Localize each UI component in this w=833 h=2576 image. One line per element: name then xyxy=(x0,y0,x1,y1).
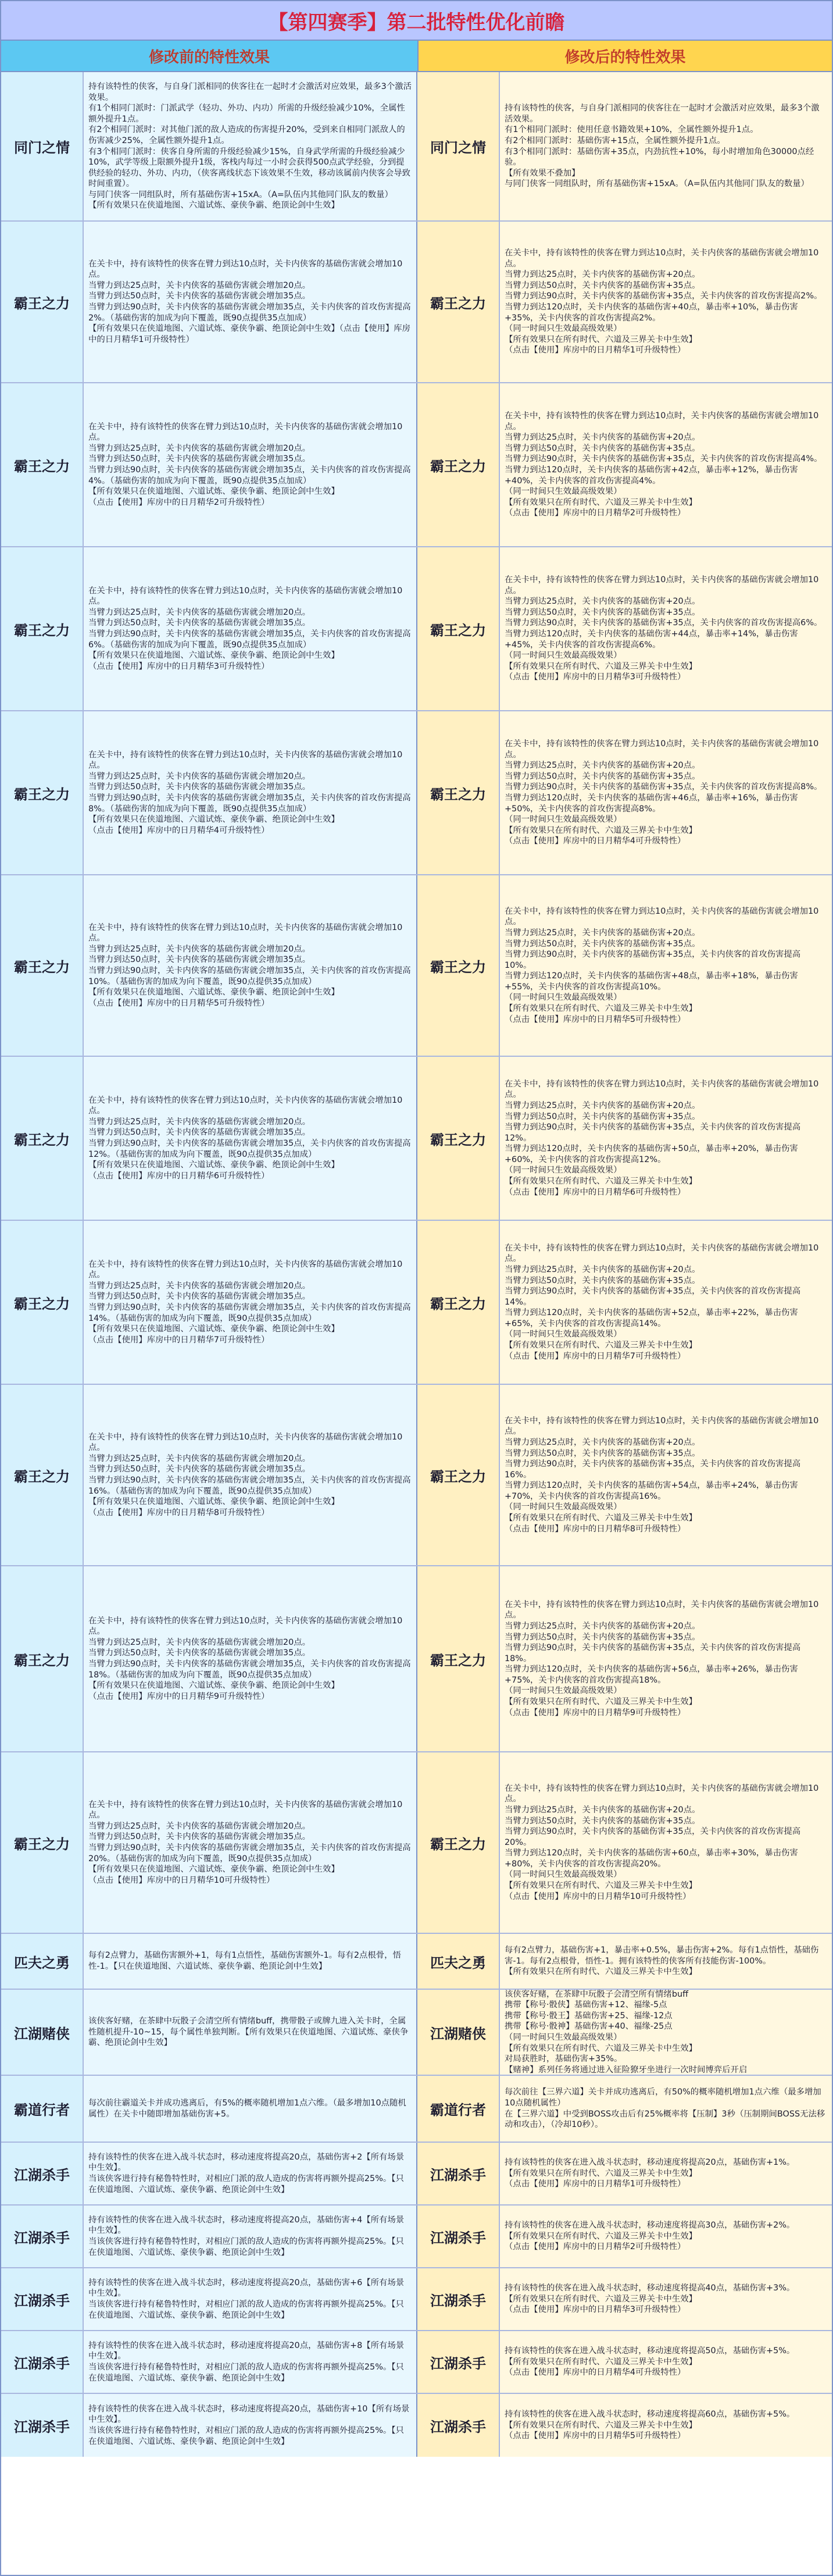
effect-after xyxy=(500,2331,832,2393)
effect-line: 与同门侠客一同组队时，所有基础伤害+15xA。（A=队伍内其他同门队友的数量） xyxy=(505,179,809,189)
trait-name-before: 霸王之力 xyxy=(1,711,84,874)
trait-name-after: 霸王之力 xyxy=(417,1221,500,1384)
effect-line: （点击【使用】库房中的日月精华10可升级特性） xyxy=(505,1891,691,1901)
effect-line: 当臂力到达50点时，关卡内侠客的基础伤害+35点。 xyxy=(505,280,700,290)
effect-line: 【所有效果只在侠道地图、六道试炼、豪侠争霸、绝顶论剑中生效】 xyxy=(88,815,339,825)
effect-line: 当臂力到达90点时，关卡内侠客的基础伤害就会增加35点，关卡内侠客的首攻伤害提高8%。（基础伤害的加成为向下覆盖，既90点提供35点加成） xyxy=(88,793,411,814)
effect-line: 【所有效果只在所有时代、六道及三界关卡中生效】 xyxy=(505,497,697,507)
trait-name-after: 霸王之力 xyxy=(417,547,500,710)
effect-line: 当该侠客进行持有秘鲁特性时，对相应门派的敌人造成的伤害将再额外提高25%。【只在侠道地图、六道试炼、豪侠争霸、绝顶论剑中生效】 xyxy=(88,2174,404,2194)
effect-line: 每次前往【三界六道】关卡并成功逃离后，有50%的概率随机增加1点六维（最多增加10点随机属性） xyxy=(505,2087,821,2108)
trait-name-before: 霸王之力 xyxy=(1,383,84,546)
effect-before xyxy=(84,1990,417,2075)
effect-line: 在关卡中，持有该特性的侠客在臂力到达10点时，关卡内侠客的基础伤害就会增加10点。 xyxy=(88,1432,403,1453)
effect-before xyxy=(84,1385,417,1565)
effect-line: （点击【使用】库房中的日月精华4可升级特性） xyxy=(505,2368,686,2378)
effect-line: 当臂力到达25点时，关卡内侠客的基础伤害就会增加20点。 xyxy=(88,944,310,954)
effect-line: 当臂力到达50点时，关卡内侠客的基础伤害+35点。 xyxy=(505,607,700,617)
effect-after xyxy=(500,1221,832,1384)
effect-line: 当该侠客进行持有秘鲁特性时，对相应门派的敌人造成的伤害将再额外提高25%。【只在侠道地图、六道试炼、豪侠争霸、绝顶论剑中生效】 xyxy=(88,2426,404,2446)
trait-name-before: 霸王之力 xyxy=(1,1566,84,1751)
effect-line: （点击【使用】库房中的日月精华8可升级特性） xyxy=(505,1524,686,1534)
effect-line: 当臂力到达90点时，关卡内侠客的基础伤害就会增加35点，关卡内侠客的首攻伤害提高16%。（基础伤害的加成为向下覆盖，既90点提供35点加成） xyxy=(88,1476,411,1496)
table-row xyxy=(1,222,832,383)
table-row xyxy=(1,1057,832,1221)
trait-name-after: 霸道行者 xyxy=(417,2076,500,2142)
effect-line: 当臂力到达50点时，关卡内侠客的基础伤害就会增加35点。 xyxy=(88,1128,310,1138)
effect-before xyxy=(84,2394,417,2457)
effect-line: 当臂力到达90点时，关卡内侠客的基础伤害+35点，关卡内侠客的首攻伤害提高20%。 xyxy=(505,1827,801,1847)
effect-line: 持有该特性的侠客在进入战斗状态时，移动速度将提高20点，基础伤害+6【所有场景中生效】。 xyxy=(88,2278,405,2299)
effect-line: 当臂力到达120点时，关卡内侠客的基础伤害+60点，暴击率+30%，暴击伤害+80%，关卡内侠客的首攻伤害提高20%。 xyxy=(505,1848,798,1869)
effect-line: 当该侠客进行持有秘鲁特性时，对相应门派的敌人造成的伤害将再额外提高25%。【只在侠道地图、六道试炼、豪侠争霸、绝顶论剑中生效】 xyxy=(88,2300,404,2320)
effect-after xyxy=(500,1934,832,1989)
effect-line: 当臂力到达25点时，关卡内侠客的基础伤害+20点。 xyxy=(505,1264,700,1274)
effect-line: 当臂力到达25点时，关卡内侠客的基础伤害就会增加20点。 xyxy=(88,771,310,781)
effect-line: 当臂力到达50点时，关卡内侠客的基础伤害+35点。 xyxy=(505,1111,700,1121)
effect-line: 当臂力到达90点时，关卡内侠客的基础伤害+35点，关卡内侠客的首攻伤害提高16%。 xyxy=(505,1459,801,1480)
table-row xyxy=(1,72,832,222)
effect-line: 当臂力到达120点时，关卡内侠客的基础伤害+40点，暴击率+10%，暴击伤害+35%，关卡内侠客的首攻伤害提高2%。 xyxy=(505,302,798,323)
effect-line: 携带【称号·骰侠】基础伤害+12、福缘-5点 xyxy=(505,2000,667,2010)
table-row xyxy=(1,1566,832,1752)
effect-line: 该侠客好赌，在茶肆中玩骰子会清空所有情绪buff xyxy=(505,1990,688,1999)
effect-before xyxy=(84,2076,417,2142)
page-title: 【第四赛季】第二批特性优化前瞻 xyxy=(1,1,832,41)
effect-line: 当臂力到达120点时，关卡内侠客的基础伤害+56点，暴击率+26%，暴击伤害+75%，关卡内侠客的首攻伤害提高18%。 xyxy=(505,1665,798,1685)
effect-line: 当臂力到达90点时，关卡内侠客的基础伤害就会增加35点，关卡内侠客的首攻伤害提高4%。（基础伤害的加成为向下覆盖，既90点提供35点加成） xyxy=(88,465,411,486)
effect-line: 当臂力到达25点时，关卡内侠客的基础伤害+20点。 xyxy=(505,597,700,607)
effect-line: 持有该特性的侠客在进入战斗状态时，移动速度将提高60点，基础伤害+5%。 xyxy=(505,2410,795,2420)
effect-line: 当臂力到达50点时，关卡内侠客的基础伤害就会增加35点。 xyxy=(88,1832,310,1842)
effect-line: 【所有效果只在所有时代、六道及三界关卡中生效】 xyxy=(505,1004,697,1014)
trait-name-before: 江湖杀手 xyxy=(1,2331,84,2393)
effect-line: 当臂力到达90点时，关卡内侠客的基础伤害+35点，关卡内侠客的首攻伤害提高2%。 xyxy=(505,291,823,301)
effect-before xyxy=(84,2331,417,2393)
effect-line: 【所有效果只在所有时代、六道及三界关卡中生效】 xyxy=(505,1513,697,1523)
effect-after xyxy=(500,2206,832,2267)
effect-after xyxy=(500,2076,832,2142)
effect-line: 持有该特性的侠客在进入战斗状态时，移动速度将提高20点，基础伤害+1%。 xyxy=(505,2158,795,2168)
effect-line: 持有该特性的侠客在进入战斗状态时，移动速度将提高50点，基础伤害+5%。 xyxy=(505,2346,795,2356)
effect-line: 当臂力到达25点时，关卡内侠客的基础伤害就会增加20点。 xyxy=(88,280,310,290)
effect-line: 【所有效果只在侠道地图、六道试炼、豪侠争霸、绝顶论剑中生效】 xyxy=(88,1497,339,1507)
effect-line: 当该侠客进行持有秘鲁特性时，对相应门派的敌人造成的伤害将再额外提高25%。【只在侠道地图、六道试炼、豪侠争霸、绝顶论剑中生效】 xyxy=(88,2237,404,2257)
effect-line: 每有2点臂力，基础伤害+1，暴击率+0.5%，暴击伤害+2%。每有1点悟性，基础伤害-1。每有2点根骨，悟性-1。拥有该特性的侠客所有技能伤害-100%。 xyxy=(505,1946,819,1966)
effect-before xyxy=(84,222,417,382)
effect-line: 当臂力到达90点时，关卡内侠客的基础伤害+35点，关卡内侠客的首攻伤害提高14%。 xyxy=(505,1287,801,1307)
table-row xyxy=(1,1221,832,1385)
effect-line: 在关卡中，持有该特性的侠客在臂力到达10点时，关卡内侠客的基础伤害就会增加10点。 xyxy=(505,1243,819,1264)
trait-name-before: 霸王之力 xyxy=(1,1752,84,1933)
effect-line: （点击【使用】库房中的日月精华7可升级特性） xyxy=(88,1335,270,1345)
effect-line: 当臂力到达50点时，关卡内侠客的基础伤害+35点。 xyxy=(505,771,700,781)
effect-line: 当臂力到达90点时，关卡内侠客的基础伤害+35点，关卡内侠客的首攻伤害提高12%。 xyxy=(505,1123,801,1143)
effect-line: 在关卡中，持有该特性的侠客在臂力到达10点时，关卡内侠客的基础伤害就会增加10点。 xyxy=(88,750,403,771)
effect-line: （点击【使用】库房中的日月精华6可升级特性） xyxy=(505,1187,686,1197)
effect-after xyxy=(500,1385,832,1565)
effect-line: 当臂力到达90点时，关卡内侠客的基础伤害+35点，关卡内侠客的首攻伤害提高8%。 xyxy=(505,782,823,792)
effect-after xyxy=(500,2143,832,2204)
effect-line: 在关卡中，持有该特性的侠客在臂力到达10点时，关卡内侠客的基础伤害就会增加10点。 xyxy=(505,739,819,760)
effect-line: 当臂力到达25点时，关卡内侠客的基础伤害就会增加20点。 xyxy=(88,1117,310,1127)
effect-line: （点击【使用】库房中的日月精华3可升级特性） xyxy=(505,2305,686,2315)
effect-line: 当臂力到达25点时，关卡内侠客的基础伤害+20点。 xyxy=(505,1100,700,1110)
effect-before xyxy=(84,875,417,1056)
effect-line: 当臂力到达25点时，关卡内侠客的基础伤害就会增加20点。 xyxy=(88,1821,310,1831)
trait-name-before: 江湖杀手 xyxy=(1,2394,84,2457)
trait-name-after: 江湖杀手 xyxy=(417,2206,500,2267)
effect-line: 【所有效果只在侠道地图、六道试炼、豪侠争霸、绝顶论剑中生效】 xyxy=(88,487,339,497)
table-row xyxy=(1,1752,832,1934)
effect-line: （同一时间只生效最高级效果） xyxy=(505,1686,622,1696)
effect-line: 当臂力到达120点时，关卡内侠客的基础伤害+48点，暴击率+18%，暴击伤害+55%，关卡内侠客的首攻伤害提高10%。 xyxy=(505,971,798,992)
effect-line: 当臂力到达25点时，关卡内侠客的基础伤害+20点。 xyxy=(505,270,700,280)
effect-line: 【所有效果只在所有时代、六道及三界关卡中生效】 xyxy=(505,1177,697,1187)
effect-before xyxy=(84,2143,417,2204)
trait-name-after: 江湖杀手 xyxy=(417,2394,500,2457)
effect-line: 持有该特性的侠客在进入战斗状态时，移动速度将提高20点，基础伤害+2【所有场景中生效】。 xyxy=(88,2152,405,2173)
table-row xyxy=(1,2394,832,2457)
effect-line: （同一时间只生效最高级效果） xyxy=(505,1870,622,1880)
effect-line: （同一时间只生效最高级效果） xyxy=(505,324,622,334)
effect-line: 持有该特性的侠客在进入战斗状态时，移动速度将提高20点，基础伤害+8【所有场景中生效】。 xyxy=(88,2340,405,2361)
effect-line: 当臂力到达50点时，关卡内侠客的基础伤害就会增加35点。 xyxy=(88,291,310,301)
effect-before xyxy=(84,1752,417,1933)
effect-line: 【所有效果只在侠道地图、六道试炼、豪侠争霸、绝顶论剑中生效】 xyxy=(88,1160,339,1170)
effect-line: 【所有效果只在所有时代、六道及三界关卡中生效】 xyxy=(505,334,697,344)
effect-line: 在关卡中，持有该特性的侠客在臂力到达10点时，关卡内侠客的基础伤害就会增加10点。 xyxy=(88,1095,403,1116)
effect-line: 【所有效果只在侠道地图、六道试炼、豪侠争霸、绝顶论剑中生效】（点击【使用】库房中的日月精华1可升级特性） xyxy=(88,324,411,344)
table-body xyxy=(1,72,832,2575)
trait-name-after: 霸王之力 xyxy=(417,1057,500,1220)
effect-line: 【所有效果只在所有时代、六道及三界关卡中生效】 xyxy=(505,1881,697,1891)
effect-line: 当臂力到达90点时，关卡内侠客的基础伤害就会增加35点，关卡内侠客的首攻伤害提高20%。（基础伤害的加成为向下覆盖，既90点提供35点加成） xyxy=(88,1843,411,1864)
trait-name-before: 霸王之力 xyxy=(1,1385,84,1565)
trait-name-before: 霸王之力 xyxy=(1,1057,84,1220)
effect-line: 当臂力到达90点时，关卡内侠客的基础伤害就会增加35点，关卡内侠客的首攻伤害提高6%。（基础伤害的加成为向下覆盖，既90点提供35点加成） xyxy=(88,629,411,650)
effect-line: 【所有效果只在所有时代、六道及三界关卡中生效】 xyxy=(505,1341,697,1351)
trait-name-before: 江湖赌侠 xyxy=(1,1990,84,2075)
effect-line: （同一时间只生效最高级效果） xyxy=(505,651,622,661)
effect-line: 在关卡中，持有该特性的侠客在臂力到达10点时，关卡内侠客的基础伤害就会增加10点。 xyxy=(88,1800,403,1820)
effect-line: 当臂力到达50点时，关卡内侠客的基础伤害+35点。 xyxy=(505,1448,700,1458)
effect-line: 当臂力到达90点时，关卡内侠客的基础伤害就会增加35点，关卡内侠客的首攻伤害提高10%。（基础伤害的加成为向下覆盖，既90点提供35点加成） xyxy=(88,966,411,986)
effect-line: 持有该特性的侠客，与自身门派相同的侠客往在一起时才会激活对应效果，最多3个激活效果。 xyxy=(505,104,820,124)
effect-line: （点击【使用】库房中的日月精华2可升级特性） xyxy=(505,2242,686,2252)
effect-line: 当该侠客进行持有秘鲁特性时，对相应门派的敌人造成的伤害将再额外提高25%。【只在侠道地图、六道试炼、豪侠争霸、绝顶论剑中生效】 xyxy=(88,2363,404,2383)
trait-name-after: 霸王之力 xyxy=(417,875,500,1056)
effect-line: （点击【使用】库房中的日月精华5可升级特性） xyxy=(505,2431,686,2441)
effect-before xyxy=(84,547,417,710)
trait-name-after: 同门之情 xyxy=(417,72,500,220)
effect-line: 当臂力到达50点时，关卡内侠客的基础伤害就会增加35点。 xyxy=(88,1465,310,1474)
effect-line: 在关卡中，持有该特性的侠客在臂力到达10点时，关卡内侠客的基础伤害就会增加10点。 xyxy=(88,586,403,607)
effect-line: （同一时间只生效最高级效果） xyxy=(505,2033,622,2042)
effect-line: 当臂力到达25点时，关卡内侠客的基础伤害+20点。 xyxy=(505,1805,700,1815)
effect-line: 持有该特性的侠客在进入战斗状态时，移动速度将提高40点，基础伤害+3%。 xyxy=(505,2283,795,2293)
table-row xyxy=(1,2206,832,2268)
effect-line: 当臂力到达120点时，关卡内侠客的基础伤害+52点，暴击率+22%，暴击伤害+65%，关卡内侠客的首攻伤害提高14%。 xyxy=(505,1308,798,1328)
effect-line: 有1个相同门派时：门派武学（轻功、外功、内功）所需的升级经验减少10%，全属性额外提升1点。 xyxy=(88,104,405,124)
effect-line: 在关卡中，持有该特性的侠客在臂力到达10点时，关卡内侠客的基础伤害就会增加10点。 xyxy=(505,1783,819,1804)
effect-line: 当臂力到达25点时，关卡内侠客的基础伤害+20点。 xyxy=(505,761,700,771)
effect-line: 【所有效果只在所有时代、六道及三界关卡中生效】 xyxy=(505,2294,697,2304)
effect-after xyxy=(500,875,832,1056)
effect-line: 在关卡中，持有该特性的侠客在臂力到达10点时，关卡内侠客的基础伤害就会增加10点。 xyxy=(88,1259,403,1280)
effect-line: 【所有效果只在所有时代、六道及三界关卡中生效】 xyxy=(505,2168,697,2178)
trait-name-after: 霸王之力 xyxy=(417,1385,500,1565)
effect-line: 当臂力到达25点时，关卡内侠客的基础伤害就会增加20点。 xyxy=(88,1453,310,1463)
effect-line: 【所有效果只在所有时代、六道及三界关卡中生效】 xyxy=(505,1967,697,1977)
effect-line: 持有该特性的侠客，与自身门派相同的侠客往在一起时才会激活对应效果，最多3个激活效果。 xyxy=(88,81,412,102)
table-row xyxy=(1,2331,832,2394)
effect-before xyxy=(84,2268,417,2330)
effect-line: （点击【使用】库房中的日月精华5可升级特性） xyxy=(505,1014,686,1024)
effect-line: 【赌神】系列任务将通过进入征险獠牙坐进行一次时间博弈后开启 xyxy=(505,2065,748,2075)
effect-line: 当臂力到达50点时，关卡内侠客的基础伤害就会增加35点。 xyxy=(88,955,310,965)
trait-name-before: 江湖杀手 xyxy=(1,2206,84,2267)
effect-line: （同一时间只生效最高级效果） xyxy=(505,1502,622,1512)
effect-line: （同一时间只生效最高级效果） xyxy=(505,1330,622,1339)
effect-line: 【所有效果只在所有时代、六道及三界关卡中生效】 xyxy=(505,825,697,835)
table-row xyxy=(1,875,832,1057)
effect-line: （点击【使用】库房中的日月精华10可升级特性） xyxy=(88,1875,275,1885)
effect-line: 持有该特性的侠客在进入战斗状态时，移动速度将提高20点，基础伤害+10【所有场景中生效】。 xyxy=(88,2404,410,2425)
effect-line: 当臂力到达120点时，关卡内侠客的基础伤害+42点，暴击率+12%，暴击伤害+40%，关卡内侠客的首攻伤害提高4%。 xyxy=(505,465,798,486)
trait-name-after: 匹夫之勇 xyxy=(417,1934,500,1989)
trait-name-before: 江湖杀手 xyxy=(1,2143,84,2204)
effect-line: 在关卡中，持有该特性的侠客在臂力到达10点时，关卡内侠客的基础伤害就会增加10点。 xyxy=(88,922,403,943)
effect-line: （同一时间只生效最高级效果） xyxy=(505,1166,622,1175)
effect-line: 当臂力到达25点时，关卡内侠客的基础伤害就会增加20点。 xyxy=(88,443,310,453)
effect-line: 【所有效果只在侠道地图、六道试炼、豪侠争霸、绝顶论剑中生效】 xyxy=(88,201,339,211)
effect-line: （点击【使用】库房中的日月精华9可升级特性） xyxy=(505,1708,686,1718)
effect-after xyxy=(500,1752,832,1933)
effect-line: 在关卡中，持有该特性的侠客在臂力到达10点时，关卡内侠客的基础伤害就会增加10点。 xyxy=(505,575,819,596)
effect-line: 有1个相同门派时：使用任意书籍效果+10%，全属性额外提升1点。 xyxy=(505,125,759,135)
table-row xyxy=(1,711,832,875)
effect-line: 【所有效果只在所有时代、六道及三界关卡中生效】 xyxy=(505,2420,697,2430)
effect-line: 在关卡中，持有该特性的侠客在臂力到达10点时，关卡内侠客的基础伤害就会增加10点。 xyxy=(88,259,403,280)
effect-line: 当臂力到达50点时，关卡内侠客的基础伤害+35点。 xyxy=(505,1816,700,1826)
trait-name-after: 江湖杀手 xyxy=(417,2268,500,2330)
effect-line: 当臂力到达50点时，关卡内侠客的基础伤害+35点。 xyxy=(505,939,700,949)
trait-name-before: 霸王之力 xyxy=(1,1221,84,1384)
trait-name-after: 霸王之力 xyxy=(417,1566,500,1751)
effect-line: 在关卡中，持有该特性的侠客在臂力到达10点时，关卡内侠客的基础伤害就会增加10点。 xyxy=(505,906,819,927)
effect-line: 当臂力到达50点时，关卡内侠客的基础伤害就会增加35点。 xyxy=(88,454,310,464)
header-before: 修改前的特性效果 xyxy=(1,41,419,71)
effect-line: 【所有效果不叠加】 xyxy=(505,168,580,178)
table-row xyxy=(1,2076,832,2143)
effect-line: 【所有效果只在所有时代、六道及三界关卡中生效】 xyxy=(505,2231,697,2241)
effect-line: （同一时间只生效最高级效果） xyxy=(505,993,622,1003)
effect-after xyxy=(500,383,832,546)
header-after: 修改后的特性效果 xyxy=(419,41,832,71)
effect-line: 【所有效果只在侠道地图、六道试炼、豪侠争霸、绝顶论剑中生效】 xyxy=(88,1681,339,1691)
effect-before xyxy=(84,1221,417,1384)
effect-line: 当臂力到达25点时，关卡内侠客的基础伤害就会增加20点。 xyxy=(88,607,310,617)
trait-name-before: 霸王之力 xyxy=(1,875,84,1056)
effect-line: 当臂力到达90点时，关卡内侠客的基础伤害就会增加35点，关卡内侠客的首攻伤害提高12%。（基础伤害的加成为向下覆盖，既90点提供35点加成） xyxy=(88,1139,411,1159)
effect-line: （点击【使用】库房中的日月精华2可升级特性） xyxy=(505,508,686,518)
trait-name-after: 江湖赌侠 xyxy=(417,1990,500,2075)
effect-line: 在关卡中，持有该特性的侠客在臂力到达10点时，关卡内侠客的基础伤害就会增加10点。 xyxy=(505,248,819,269)
effect-before xyxy=(84,1057,417,1220)
effect-after xyxy=(500,1566,832,1751)
effect-after xyxy=(500,2394,832,2457)
effect-line: 当臂力到达120点时，关卡内侠客的基础伤害+50点，暴击率+20%，暴击伤害+60%，关卡内侠客的首攻伤害提高12%。 xyxy=(505,1144,798,1164)
effect-line: 当臂力到达90点时，关卡内侠客的基础伤害+35点，关卡内侠客的首攻伤害提高4%。 xyxy=(505,454,823,464)
effect-line: （点击【使用】库房中的日月精华1可升级特性） xyxy=(505,2179,686,2189)
effect-after xyxy=(500,1057,832,1220)
effect-line: 当臂力到达90点时，关卡内侠客的基础伤害就会增加35点，关卡内侠客的首攻伤害提高2%。（基础伤害的加成为向下覆盖，既90点提供35点加成） xyxy=(88,302,411,323)
effect-line: 当臂力到达50点时，关卡内侠客的基础伤害+35点。 xyxy=(505,443,700,453)
effect-before xyxy=(84,383,417,546)
effect-line: 当臂力到达25点时，关卡内侠客的基础伤害就会增加20点。 xyxy=(88,1637,310,1647)
effect-line: 当臂力到达90点时，关卡内侠客的基础伤害+35点，关卡内侠客的首攻伤害提高6%。 xyxy=(505,618,823,628)
trait-name-before: 匹夫之勇 xyxy=(1,1934,84,1989)
effect-line: 持有该特性的侠客在进入战斗状态时，移动速度将提高30点，基础伤害+2%。 xyxy=(505,2221,795,2231)
effect-before xyxy=(84,72,417,220)
effect-line: 与同门侠客一同组队时，所有基础伤害+15xA。（A=队伍内其他同门队友的数量） xyxy=(88,190,393,199)
table-row xyxy=(1,1934,832,1990)
effect-line: 当臂力到达25点时，关卡内侠客的基础伤害+20点。 xyxy=(505,1621,700,1631)
table-row xyxy=(1,1990,832,2076)
effect-line: 在【三界六道】中受到BOSS攻击后有25%概率将【压制】3秒（压制期间BOSS无法移动和攻击），（冷却10秒）。 xyxy=(505,2109,825,2130)
table-row xyxy=(1,383,832,547)
effect-after xyxy=(500,2268,832,2330)
table-row xyxy=(1,2268,832,2331)
effect-line: 【所有效果只在侠道地图、六道试炼、豪侠争霸、绝顶论剑中生效】 xyxy=(88,1324,339,1334)
effect-line: 【所有效果只在所有时代、六道及三界关卡中生效】 xyxy=(505,1697,697,1707)
effect-line: 【所有效果只在所有时代、六道及三界关卡中生效】 xyxy=(505,2043,697,2053)
effect-line: （点击【使用】库房中的日月精华4可升级特性） xyxy=(88,825,270,835)
effect-after xyxy=(500,547,832,710)
effect-line: 【所有效果只在侠道地图、六道试炼、豪侠争霸、绝顶论剑中生效】 xyxy=(88,651,339,661)
table-row xyxy=(1,1385,832,1566)
effect-line: 在关卡中，持有该特性的侠客在臂力到达10点时，关卡内侠客的基础伤害就会增加10点。 xyxy=(88,1616,403,1637)
effect-line: （点击【使用】库房中的日月精华3可升级特性） xyxy=(505,672,686,682)
effect-line: 当臂力到达90点时，关卡内侠客的基础伤害就会增加35点，关卡内侠客的首攻伤害提高18%。（基础伤害的加成为向下覆盖，既90点提供35点加成） xyxy=(88,1659,411,1680)
effect-line: （点击【使用】库房中的日月精华1可升级特性） xyxy=(505,345,686,355)
effect-line: （点击【使用】库房中的日月精华6可升级特性） xyxy=(88,1171,270,1181)
effect-line: 当臂力到达90点时，关卡内侠客的基础伤害+35点，关卡内侠客的首攻伤害提高18%。 xyxy=(505,1643,801,1663)
effect-line: （点击【使用】库房中的日月精华3可升级特性） xyxy=(88,661,270,671)
effect-before xyxy=(84,1566,417,1751)
trait-name-before: 同门之情 xyxy=(1,72,84,220)
trait-name-after: 霸王之力 xyxy=(417,711,500,874)
effect-line: 持有该特性的侠客在进入战斗状态时，移动速度将提高20点，基础伤害+4【所有场景中生效】。 xyxy=(88,2215,405,2236)
effect-line: 当臂力到达50点时，关卡内侠客的基础伤害+35点。 xyxy=(505,1632,700,1642)
effect-line: 在关卡中，持有该特性的侠客在臂力到达10点时，关卡内侠客的基础伤害就会增加10点。 xyxy=(505,411,819,432)
effect-line: 当臂力到达50点时，关卡内侠客的基础伤害就会增加35点。 xyxy=(88,1292,310,1302)
effect-line: 【所有效果只在所有时代、六道及三界关卡中生效】 xyxy=(505,2357,697,2367)
effect-line: 【所有效果只在侠道地图、六道试炼、豪侠争霸、绝顶论剑中生效】 xyxy=(88,988,339,997)
effect-before xyxy=(84,711,417,874)
effect-after xyxy=(500,1990,832,2075)
effect-line: 当臂力到达25点时，关卡内侠客的基础伤害+20点。 xyxy=(505,433,700,443)
trait-name-before: 霸王之力 xyxy=(1,547,84,710)
effect-line: 当臂力到达90点时，关卡内侠客的基础伤害+35点，关卡内侠客的首攻伤害提高10%。 xyxy=(505,950,801,970)
effect-line: （点击【使用】库房中的日月精华8可升级特性） xyxy=(88,1508,270,1517)
effect-line: 当臂力到达50点时，关卡内侠客的基础伤害就会增加35点。 xyxy=(88,618,310,628)
effect-line: 当臂力到达25点时，关卡内侠客的基础伤害+20点。 xyxy=(505,928,700,938)
effect-line: 在关卡中，持有该特性的侠客在臂力到达10点时，关卡内侠客的基础伤害就会增加10点。 xyxy=(505,1416,819,1437)
effect-line: 该侠客好赌，在茶肆中玩骰子会清空所有情绪buff，携带骰子或牌九进入关卡时，全属性随机提升-10~15，每个属性单独判断。【所有效果只在侠道地图、六道试炼、豪侠争霸、绝顶论剑中生效】 xyxy=(88,2016,409,2048)
table-row xyxy=(1,2143,832,2206)
effect-line: 当臂力到达50点时，关卡内侠客的基础伤害就会增加35点。 xyxy=(88,782,310,792)
effect-line: 对局获胜时，基础伤害+35%。 xyxy=(505,2054,623,2064)
trait-name-after: 霸王之力 xyxy=(417,1752,500,1933)
table-row xyxy=(1,547,832,711)
effect-line: （点击【使用】库房中的日月精华4可升级特性） xyxy=(505,836,686,846)
effect-line: 有3个相同门派时：侠客自身所需的升级经验减少15%，自身武学所需的升级经验减少10%，武学等级上限额外提升1级，客栈内每过一小时会获得500点武学经验，分到提供经验的轻功、外功、内功，（侠客离线状态下该效果不生效，移动该属前内侠客会导致时间重置）。 xyxy=(88,147,411,189)
effect-line: 当臂力到达90点时，关卡内侠客的基础伤害就会增加35点，关卡内侠客的首攻伤害提高14%。（基础伤害的加成为向下覆盖，既90点提供35点加成） xyxy=(88,1303,411,1323)
effect-before xyxy=(84,2206,417,2267)
effect-line: 有2个相同门派时：基础伤害+15点，全属性额外提升1点。 xyxy=(505,136,725,145)
effect-line: 当臂力到达50点时，关卡内侠客的基础伤害就会增加35点。 xyxy=(88,1648,310,1658)
trait-name-after: 霸王之力 xyxy=(417,222,500,382)
effect-line: 携带【称号·骰神】基础伤害+40、福缘-25点 xyxy=(505,2022,673,2032)
effect-line: 【所有效果只在侠道地图、六道试炼、豪侠争霸、绝顶论剑中生效】 xyxy=(88,1865,339,1875)
effect-line: 在关卡中，持有该特性的侠客在臂力到达10点时，关卡内侠客的基础伤害就会增加10点。 xyxy=(505,1079,819,1100)
effect-line: （点击【使用】库房中的日月精华5可升级特性） xyxy=(88,998,270,1008)
trait-name-before: 江湖杀手 xyxy=(1,2268,84,2330)
effect-after xyxy=(500,222,832,382)
effect-line: 在关卡中，持有该特性的侠客在臂力到达10点时，关卡内侠客的基础伤害就会增加10点。 xyxy=(505,1599,819,1620)
effect-line: 当臂力到达120点时，关卡内侠客的基础伤害+46点，暴击率+16%，暴击伤害+50%，关卡内侠客的首攻伤害提高8%。 xyxy=(505,793,798,814)
trait-name-after: 江湖杀手 xyxy=(417,2331,500,2393)
trait-name-before: 霸王之力 xyxy=(1,222,84,382)
effect-line: 当臂力到达120点时，关卡内侠客的基础伤害+44点，暴击率+14%，暴击伤害+45%，关卡内侠客的首攻伤害提高6%。 xyxy=(505,629,798,650)
effect-line: （同一时间只生效最高级效果） xyxy=(505,487,622,497)
effect-line: 当臂力到达50点时，关卡内侠客的基础伤害+35点。 xyxy=(505,1275,700,1285)
column-headers xyxy=(1,41,832,72)
effect-line: 在关卡中，持有该特性的侠客在臂力到达10点时，关卡内侠客的基础伤害就会增加10点。 xyxy=(88,422,403,443)
effect-after xyxy=(500,72,832,220)
effect-line: 每次前往霸道关卡并成功逃离后，有5%的概率随机增加1点六维。（最多增加10点随机属性）在关卡中随即增加基础伤害+5。 xyxy=(88,2098,406,2119)
trait-name-after: 霸王之力 xyxy=(417,383,500,546)
effect-line: （点击【使用】库房中的日月精华7可升级特性） xyxy=(505,1351,686,1361)
effect-before xyxy=(84,1934,417,1989)
effect-line: 当臂力到达25点时，关卡内侠客的基础伤害+20点。 xyxy=(505,1437,700,1447)
effect-line: 当臂力到达25点时，关卡内侠客的基础伤害就会增加20点。 xyxy=(88,1281,310,1291)
trait-name-before: 霸道行者 xyxy=(1,2076,84,2142)
effect-line: （点击【使用】库房中的日月精华9可升级特性） xyxy=(88,1691,270,1701)
effect-line: （点击【使用】库房中的日月精华2可升级特性） xyxy=(88,497,270,507)
trait-name-after: 江湖杀手 xyxy=(417,2143,500,2204)
effect-line: 每有2点臂力，基础伤害额外+1，每有1点悟性，基础伤害额外-1。每有2点根骨，悟性-1。【只在侠道地图、六道试炼、豪侠争霸、绝顶论剑中生效】 xyxy=(88,1951,401,1971)
effect-line: 【所有效果只在所有时代、六道及三界关卡中生效】 xyxy=(505,661,697,671)
effect-line: 有2个相同门派时：对其他门派的敌人造成的伤害提升20%，受到来自相同门派敌人的伤害减少25%，全属性额外提升1点。 xyxy=(88,125,405,145)
effect-line: 携带【称号·骰王】基础伤害+25、福缘-12点 xyxy=(505,2011,673,2021)
effect-line: 有3个相同门派时：基础伤害+35点，内劲抗性+10%，每小时增加角色30000点经验。 xyxy=(505,147,814,168)
effect-line: 当臂力到达120点时，关卡内侠客的基础伤害+54点，暴击率+24%，暴击伤害+70%，关卡内侠客的首攻伤害提高16%。 xyxy=(505,1481,798,1501)
effect-after xyxy=(500,711,832,874)
effect-line: （同一时间只生效最高级效果） xyxy=(505,815,622,825)
